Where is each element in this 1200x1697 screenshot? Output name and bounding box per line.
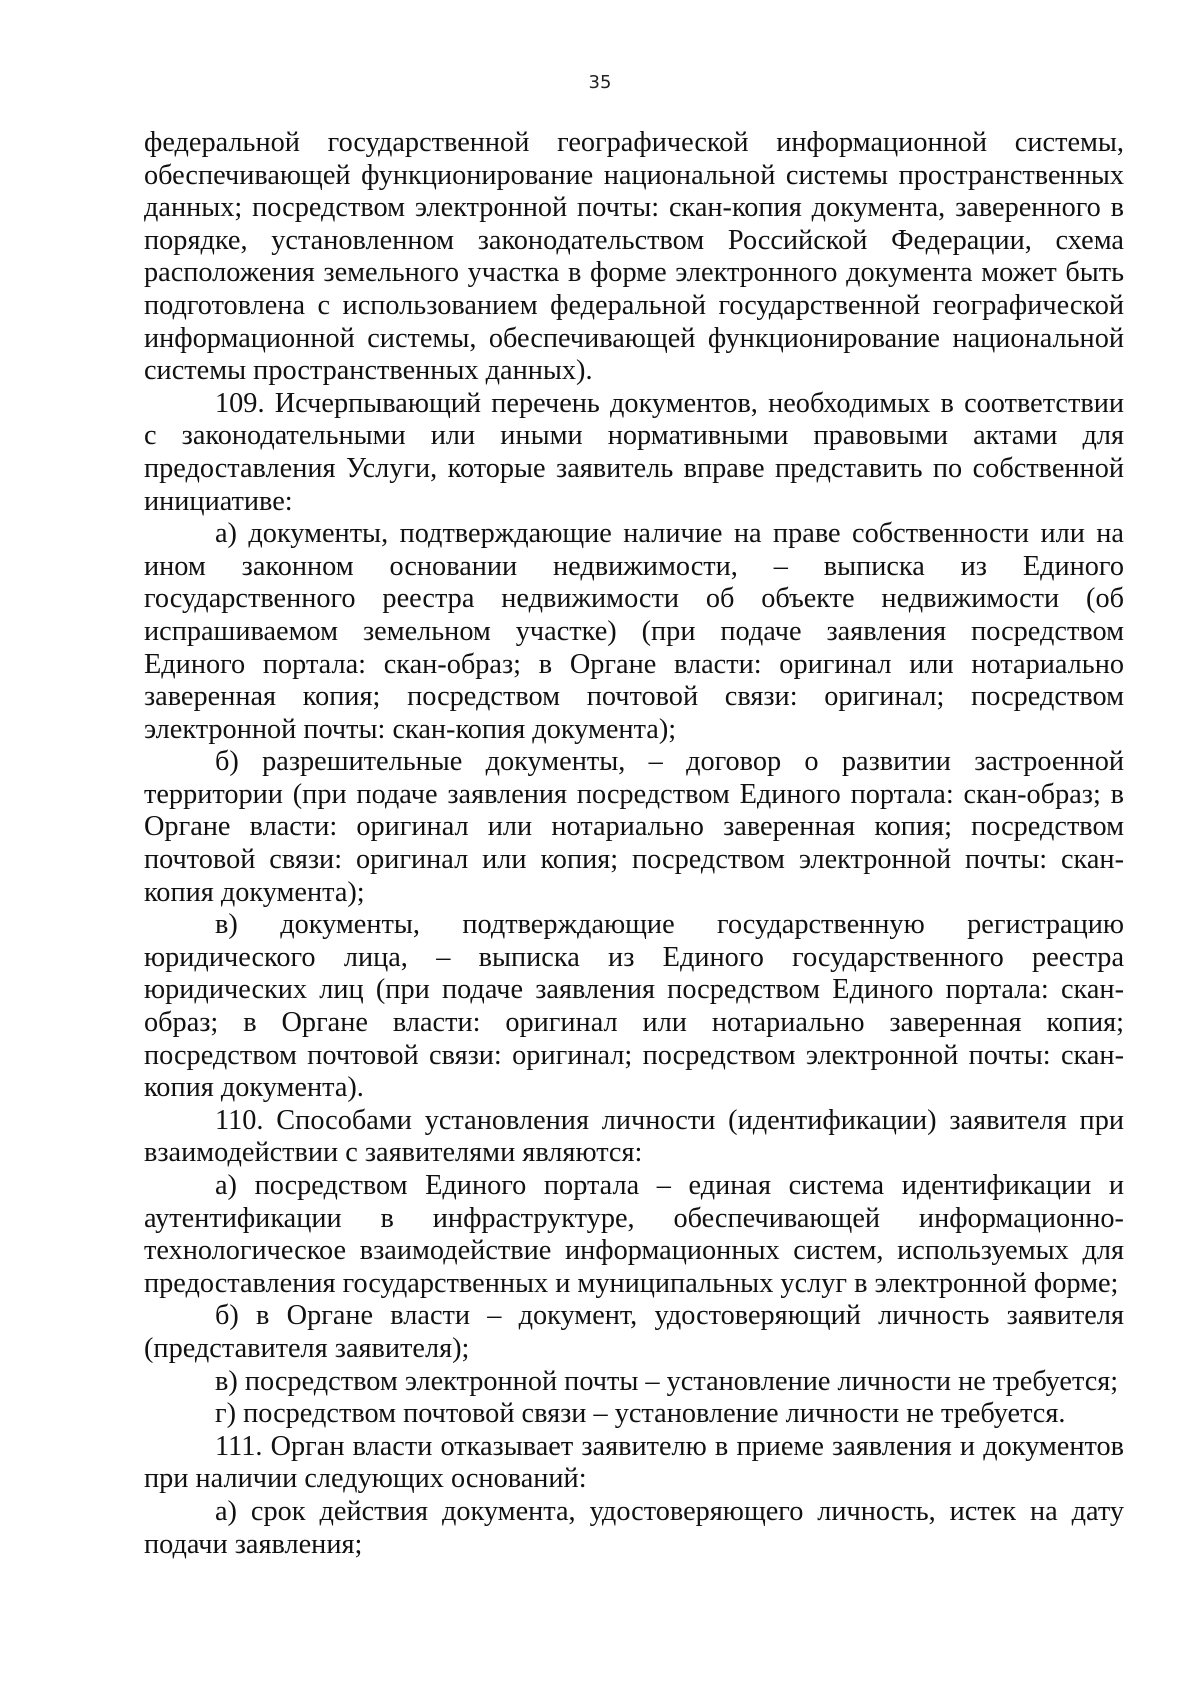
document-body [144, 127, 1124, 1561]
paragraph-110-g: г) посредством почтовой связи – установление личности не требуется. [215, 1398, 1066, 1430]
paragraph-109-a: а) документы, подтверждающие наличие на праве собственности или на ином законном основании недвижимости, – выписка из Единого государственного реестра недвижимости об объекте недвижимости (об испрашиваемом земельном участке) (при подаче заявления посредством Единого портала: скан-образ; в Органе власти: оригинал или нотариально заверенная копия; посредством почтовой связи: оригинал; посредством электронной почты: скан-копия документа); [144, 518, 1124, 745]
paragraph-110-v: в) посредством электронной почты – установление личности не требуется; [215, 1365, 1119, 1397]
paragraph-111-a: а) срок действия документа, удостоверяющего личность, истек на дату подачи заявления; [144, 1495, 1124, 1560]
paragraph-111: 111. Орган власти отказывает заявителю в приеме заявления и документов при наличии следующих оснований: [144, 1430, 1124, 1495]
paragraph-109-b: б) разрешительные документы, – договор о развитии застроенной территории (при подаче заявления посредством Единого портала: скан-образ; в Органе власти: оригинал или нотариально заверенная копия; посредством почтовой связи: оригинал или копия; посредством электронной почты: скан-копия документа); [144, 746, 1124, 908]
paragraph-109-v: в) документы, подтверждающие государственную регистрацию юридического лица, – выписка из Единого государственного реестра юридических лиц (при подаче заявления посредством Единого портала: скан-образ; в Органе власти: оригинал или нотариально заверенная копия; посредством почтовой связи: оригинал; посредством электронной почты: скан-копия документа). [144, 909, 1124, 1104]
paragraph-110: 110. Способами установления личности (идентификации) заявителя при взаимодействии с заявителями являются: [144, 1104, 1124, 1169]
paragraph-110-a: а) посредством Единого портала – единая система идентификации и аутентификации в инфраструктуре, обеспечивающей информационно-технологическое взаимодействие информационных систем, используемых для предоставления государственных и муниципальных услуг в электронной форме; [144, 1170, 1124, 1299]
paragraph-110-b: б) в Органе власти – документ, удостоверяющий личность заявителя (представителя заявителя); [144, 1300, 1124, 1364]
page-number: 35 [588, 72, 612, 93]
paragraph-109: 109. Исчерпывающий перечень документов, необходимых в соответствии с законодательными или иными нормативными правовыми актами для предоставления Услуги, которые заявитель вправе представить по собственной инициативе: [144, 387, 1124, 517]
paragraph-continuation: федеральной государственной географической информационной системы, обеспечивающей функционирование национальной системы пространственных данных; посредством электронной почты: скан-копия документа, заверенного в порядке, установленном законодательством Российской Федерации, схема расположения земельного участка в форме электронного документа может быть подготовлена с использованием федеральной государственной географической информационной системы, обеспечивающей функционирование национальной системы пространственных данных). [144, 127, 1124, 387]
